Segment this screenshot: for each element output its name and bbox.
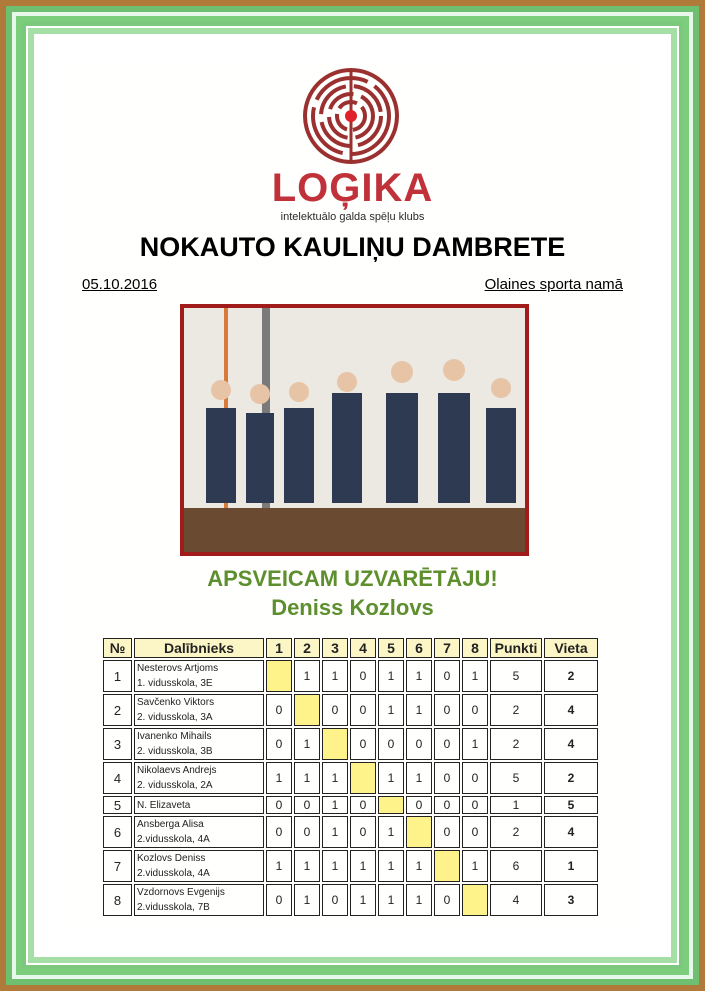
place-cell: 5 [544,796,598,814]
points-cell: 5 [490,660,542,692]
result-cell: 1 [406,660,432,692]
result-cell: 1 [462,728,488,760]
points-cell: 6 [490,850,542,882]
result-cell: 0 [350,694,376,726]
result-cell: 0 [434,694,460,726]
result-cell: 0 [434,796,460,814]
column-header: 7 [434,638,460,658]
table-row [103,660,598,692]
winner-name: Deniss Kozlovs [271,595,434,620]
result-cell: 1 [266,850,292,882]
result-cell: 1 [322,660,348,692]
result-cell [406,816,432,848]
participant-cell [134,728,264,760]
table-row [103,694,598,726]
event-date: 05.10.2016 [82,276,158,293]
result-cell: 1 [406,762,432,794]
participant-name: Kozlovs Deniss [137,853,206,864]
place-cell: 4 [544,694,598,726]
result-cell: 1 [322,816,348,848]
participant-school: 2. vidusskola, 3B [137,746,213,757]
result-cell: 0 [266,884,292,916]
column-header: № [103,638,132,658]
column-header: 4 [350,638,376,658]
result-cell: 1 [266,762,292,794]
participant-name: Nikolaevs Andrejs [137,765,217,776]
participant-name: Savčenko Viktors [137,697,215,708]
participant-cell [134,762,264,794]
table-row [103,850,598,882]
result-cell: 1 [294,762,320,794]
result-cell: 1 [294,728,320,760]
congrats-heading: APSVEICAM UZVARĒTĀJU! [207,566,498,591]
result-cell: 0 [378,728,404,760]
points-cell: 2 [490,816,542,848]
participant-school: 2. vidusskola, 3A [137,712,213,723]
points-cell: 4 [490,884,542,916]
result-cell [322,728,348,760]
points-cell: 5 [490,762,542,794]
participant-school: 2.vidusskola, 7B [137,902,210,913]
column-header: Punkti [490,638,542,658]
row-number: 5 [103,796,132,814]
participant-name: Nesterovs Artjoms [137,663,219,674]
result-cell: 1 [378,884,404,916]
table-row [103,816,598,848]
result-cell [350,762,376,794]
participant-school: 1. vidusskola, 3E [137,678,213,689]
result-cell: 0 [266,816,292,848]
result-cell [378,796,404,814]
result-cell: 0 [462,694,488,726]
participant-name: N. Elizaveta [137,799,191,811]
place-cell: 3 [544,884,598,916]
result-cell: 0 [294,816,320,848]
participant-school: 2. vidusskola, 2A [137,780,213,791]
participant-cell [134,850,264,882]
result-cell [266,660,292,692]
results-table [101,636,600,918]
row-number: 1 [103,660,132,692]
page-title: NOKAUTO KAULIŅU DAMBRETE [139,232,566,262]
participant-cell [134,816,264,848]
participant-school: 2.vidusskola, 4A [137,868,210,879]
row-number: 7 [103,850,132,882]
result-cell: 1 [378,660,404,692]
result-cell: 1 [406,850,432,882]
result-cell: 1 [462,850,488,882]
table-header-row [103,638,598,658]
result-cell: 1 [350,850,376,882]
column-header: Dalībnieks [134,638,264,658]
place-cell: 2 [544,762,598,794]
result-cell [294,694,320,726]
table-row [103,796,598,814]
result-cell: 0 [462,762,488,794]
row-number: 3 [103,728,132,760]
result-cell: 1 [378,816,404,848]
labyrinth-logo-icon [303,68,399,164]
result-cell: 0 [434,816,460,848]
participant-cell [134,694,264,726]
row-number: 8 [103,884,132,916]
result-cell: 0 [322,694,348,726]
result-cell: 0 [406,728,432,760]
column-header: 6 [406,638,432,658]
result-cell: 1 [378,850,404,882]
row-number: 4 [103,762,132,794]
column-header: 1 [266,638,292,658]
column-header: Vieta [544,638,598,658]
result-cell: 0 [294,796,320,814]
result-cell: 0 [462,816,488,848]
result-cell [462,884,488,916]
participant-school: 2.vidusskola, 4A [137,834,210,845]
result-cell: 1 [294,884,320,916]
column-header: 2 [294,638,320,658]
column-header: 5 [378,638,404,658]
result-cell: 1 [406,694,432,726]
result-cell: 1 [322,762,348,794]
row-number: 2 [103,694,132,726]
points-cell: 2 [490,694,542,726]
result-cell: 1 [322,850,348,882]
result-cell: 0 [434,762,460,794]
place-cell: 1 [544,850,598,882]
result-cell: 0 [434,884,460,916]
column-header: 8 [462,638,488,658]
result-cell: 1 [378,762,404,794]
place-cell: 4 [544,728,598,760]
result-cell: 0 [266,728,292,760]
table-row [103,728,598,760]
result-cell: 1 [294,850,320,882]
participant-name: Ivanenko Mihails [137,731,212,742]
brand-name: LOĢIKA [271,166,434,210]
row-number: 6 [103,816,132,848]
result-cell: 0 [350,728,376,760]
participant-cell [134,660,264,692]
result-cell: 0 [350,816,376,848]
points-cell: 2 [490,728,542,760]
result-cell: 0 [350,660,376,692]
result-cell: 1 [322,796,348,814]
participant-name: Vzdornovs Evgenijs [137,887,225,898]
event-place: Olaines sporta namā [484,276,623,293]
result-cell: 1 [350,884,376,916]
result-cell [434,850,460,882]
result-cell: 0 [266,694,292,726]
result-cell: 1 [378,694,404,726]
result-cell: 1 [294,660,320,692]
result-cell: 0 [462,796,488,814]
result-cell: 1 [462,660,488,692]
place-cell: 4 [544,816,598,848]
participant-cell [134,884,264,916]
points-cell: 1 [490,796,542,814]
place-cell: 2 [544,660,598,692]
result-cell: 0 [266,796,292,814]
result-cell: 0 [434,728,460,760]
result-cell: 0 [350,796,376,814]
participant-name: Ansberga Alisa [137,819,204,830]
result-cell: 1 [406,884,432,916]
table-row [103,762,598,794]
column-header: 3 [322,638,348,658]
result-cell: 0 [434,660,460,692]
participant-cell [134,796,264,814]
brand-tagline: intelektuālo galda spēļu klubs [280,211,425,223]
result-cell: 0 [406,796,432,814]
result-cell: 0 [322,884,348,916]
table-row [103,884,598,916]
group-photo [180,304,529,556]
